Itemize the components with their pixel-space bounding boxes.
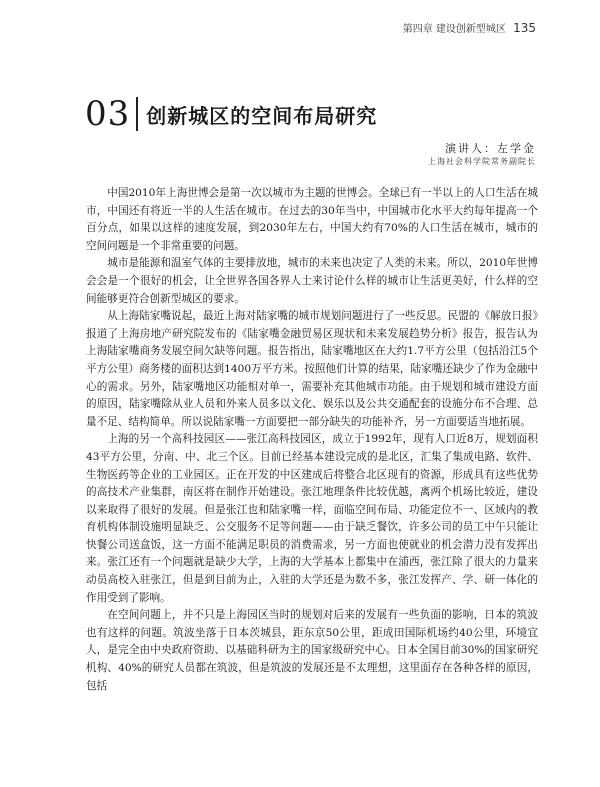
- speaker-role: 上海社会科学院常务副院长: [428, 157, 536, 166]
- chapter-title: 创新城区的空间布局研究: [146, 103, 378, 128]
- body-text: [86, 185, 538, 695]
- paragraph: 从上海陆家嘴说起，最近上海对陆家嘴的城市规划问题进行了一些反思。民盟的《解放日报》报道了上海房地产研究院发布的《陆家嘴金融贸易区现状和未来发展趋势分析》报告，报告认为上海陆家嘴商务发展空间欠缺等问题。报告指出，陆家嘴地区在大约1.7平方公里（包括沿江5个平方公里）商务楼的面积达到1400万平方米。按照他们计算的结果，陆家嘴还缺少了作为金融中心的需求。另外，陆家嘴地区功能相对单一，需要补充其他城市功能。由于规划和城市建设方面的原因，陆家嘴除从业人员和外来人员多以文化、娱乐以及公共交通配套的设施分布不合理、总量不足、结构简单。所以说陆家嘴一方面要把一部分缺失的功能补齐，另一方面要适当地拓展。: [86, 310, 538, 428]
- paragraph: 在空间问题上，并不只是上海园区当时的规划对后来的发展有一些负面的影响，日本的筑波也有这样的问题。筑波坐落于日本茨城县，距东京50公里，距成田国际机场约40公里，环境宜人，是完全由中央政府资助、以基础科研为主的国家级研究中心。日本全国目前30%的国家研究机构、40%的研究人员都在筑波，但是筑波的发展还是不太理想，这里面存在各种各样的原因，包括: [86, 609, 538, 692]
- paragraph: 上海的另一个高科技园区——张江高科技园区，成立于1992年，现有人口近8万，规划面积43平方公里，分南、中、北三个区。目前已经基本建设完成的是北区，汇集了集成电路、软件、生物医药等企业的工业园区。正在开发的中区建成后将整合北区现有的资源，形成具有这些优势的高技术产业集群，南区将在制作开始建设。张江地理条件比较优越，离两个机场比较近，建设以来取得了很好的发展。但是张江也和陆家嘴一样，面临空间布局、功能定位不一、区域内的教育机构体制设施明显缺乏、公交服务不足等问题——由于缺乏餐饮，许多公司的员工中午只能让快餐公司送盒饭，这一方面不能满足职员的消费需求，另一方面也使就业的机会潜力没有发挥出来。张江还有一个问题就是缺少大学，上海的大学基本上都集中在浦西，张江除了很大的力量来动员高校入驻张江，但是到目前为止，入驻的大学还是为数不多，张江发挥产、学、研一体化的作用受到了影响。: [86, 433, 538, 604]
- paragraph: 中国2010年上海世博会是第一次以城市为主题的世博会。全球已有一半以上的人口生活在城市，中国还有将近一半的人生活在城市。在过去的30年当中，中国城市化水平大约每年提高一个百分点，如果以这样的速度发展，到2030年左右，中国大约有70%的人口生活在城市，城市的空间问题是一个非常重要的问题。: [86, 187, 538, 252]
- chapter-number: 03: [85, 94, 131, 134]
- running-title: 第四章 建设创新型城区: [402, 24, 506, 35]
- paragraph: 城市是能源和温室气体的主要排放地，城市的未来也决定了人类的未来。所以，2010年世博会会是一个很好的机会，让全世界各国各界人士来讨论什么样的城市让生活更美好，什么样的空间能够更符合创新型城区的要求。: [86, 257, 538, 305]
- page-number: 135: [513, 21, 536, 35]
- speaker-name: 演讲人：左学金: [445, 142, 536, 155]
- chapter-heading: [85, 94, 377, 134]
- chapter-divider: [136, 97, 138, 131]
- running-header: [403, 20, 536, 35]
